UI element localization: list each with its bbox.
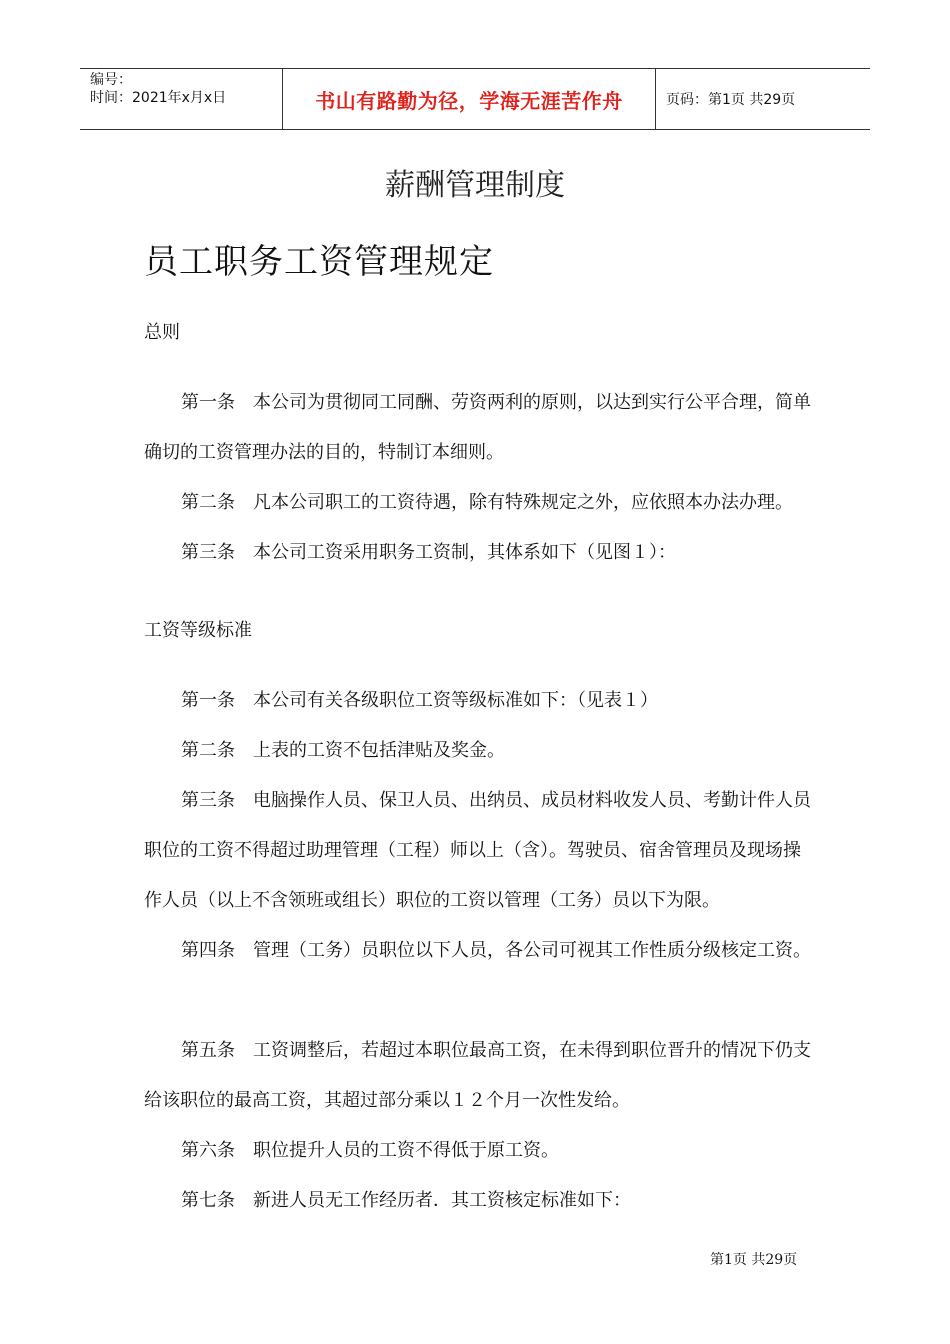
article-text: 上表的工资不包括津贴及奖金。 bbox=[253, 740, 505, 761]
article bbox=[144, 478, 814, 528]
article-text: 新进人员无工作经历者．其工资核定标准如下： bbox=[253, 1190, 631, 1211]
section-heading: 工资等级标准 bbox=[144, 620, 252, 641]
document-time-label: 时间：2021年x月x日 bbox=[90, 90, 227, 106]
footer-page-number: 第1页 共29页 bbox=[710, 1252, 798, 1268]
section-heading: 总则 bbox=[144, 322, 180, 343]
article bbox=[144, 776, 814, 926]
article bbox=[144, 1176, 814, 1226]
article-number: 第二条 bbox=[181, 740, 235, 761]
article bbox=[144, 528, 814, 578]
article-number: 第二条 bbox=[181, 492, 235, 513]
article-number: 第一条 bbox=[181, 690, 235, 711]
article-text: 本公司工资采用职务工资制，其体系如下（见图１）： bbox=[253, 542, 676, 563]
article bbox=[144, 1026, 814, 1126]
header-meta bbox=[80, 69, 282, 129]
article-text: 工资调整后，若超过本职位最高工资，在未得到职位晋升的情况下仍支给该职位的最高工资，其超过部分乘以１２个月一次性发给。 bbox=[144, 1040, 811, 1111]
article-number: 第一条 bbox=[181, 392, 235, 413]
article-text: 职位提升人员的工资不得低于原工资。 bbox=[253, 1140, 559, 1161]
document-title: 薪酬管理制度 bbox=[385, 168, 565, 203]
article bbox=[144, 726, 814, 776]
header-table bbox=[80, 68, 870, 130]
header-page-label: 页码：第1页 共29页 bbox=[666, 92, 796, 108]
article-text: 凡本公司职工的工资待遇，除有特殊规定之外，应依照本办法办理。 bbox=[253, 492, 793, 513]
article-number: 第三条 bbox=[181, 790, 235, 811]
article bbox=[144, 926, 814, 976]
article-text: 本公司有关各级职位工资等级标准如下：（见表１） bbox=[253, 690, 658, 711]
article-number: 第六条 bbox=[181, 1140, 235, 1161]
article bbox=[144, 378, 814, 478]
article-number: 第七条 bbox=[181, 1190, 235, 1211]
article-text: 电脑操作人员、保卫人员、出纳员、成员材料收发人员、考勤计件人员职位的工资不得超过助理管理（工程）师以上（含）。驾驶员、宿舍管理员及现场操作人员（以上不含领班或组长）职位的工资以管理（工务）员以下为限。 bbox=[144, 790, 811, 911]
article-text: 管理（工务）员职位以下人员，各公司可视其工作性质分级核定工资。 bbox=[253, 940, 811, 961]
article-number: 第四条 bbox=[181, 940, 235, 961]
article-number: 第三条 bbox=[181, 542, 235, 563]
document-subtitle: 员工职务工资管理规定 bbox=[144, 242, 494, 282]
header-motto: 书山有路勤为径，学海无涯苦作舟 bbox=[282, 69, 656, 129]
article bbox=[144, 676, 814, 726]
document-number-label: 编号： bbox=[90, 72, 132, 88]
article-text: 本公司为贯彻同工同酬、劳资两利的原则，以达到实行公平合理，简单确切的工资管理办法的目的，特制订本细则。 bbox=[144, 392, 811, 463]
article bbox=[144, 1126, 814, 1176]
article-number: 第五条 bbox=[181, 1040, 235, 1061]
